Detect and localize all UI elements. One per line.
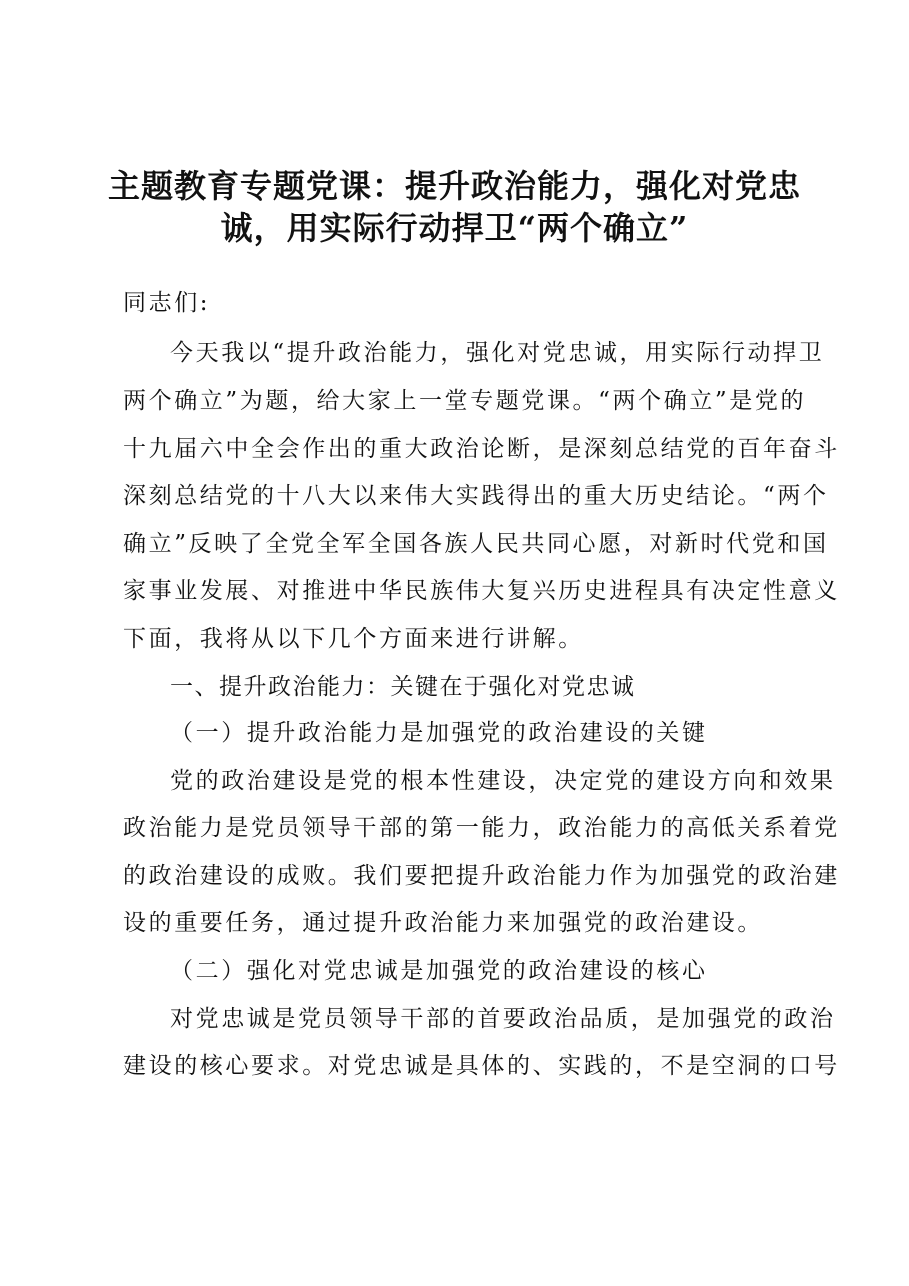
intro-line-3: 十九届六中全会作出的重大政治论断，是深刻总结党的百年奋斗 bbox=[123, 436, 840, 462]
subsection-2-line-2: 建设的核心要求。对党忠诚是具体的、实践的，不是空洞的口号 bbox=[123, 1053, 840, 1079]
intro-line-5: 确立”反映了全党全军全国各族人民共同心愿，对新时代党和国 bbox=[123, 531, 829, 557]
subsection-1-line-4: 设的重要任务，通过提升政治能力来加强党的政治建设。 bbox=[123, 910, 763, 936]
intro-line-4: 深刻总结党的十八大以来伟大实践得出的重大历史结论。“两个 bbox=[123, 483, 829, 509]
intro-line-2: 两个确立”为题，给大家上一堂专题党课。“两个确立”是党的 bbox=[123, 388, 807, 414]
subsection-1-line-1: 党的政治建设是党的根本性建设，决定党的建设方向和效果 bbox=[170, 768, 836, 794]
intro-line-7: 下面，我将从以下几个方面来进行讲解。 bbox=[123, 626, 584, 652]
document-title-line-1: 主题教育专题党课：提升政治能力，强化对党忠 bbox=[107, 167, 801, 205]
subsection-2-line-1: 对党忠诚是党员领导干部的首要政治品质，是加强党的政治 bbox=[170, 1006, 836, 1032]
subsection-1-heading: （一）提升政治能力是加强党的政治建设的关键 bbox=[170, 720, 708, 746]
intro-line-6: 家事业发展、对推进中华民族伟大复兴历史进程具有决定性意义 bbox=[123, 578, 840, 604]
subsection-2-heading: （二）强化对党忠诚是加强党的政治建设的核心 bbox=[170, 958, 708, 984]
document-title-line-2: 诚，用实际行动捍卫“两个确立” bbox=[220, 209, 689, 247]
subsection-1-line-3: 的政治建设的成败。我们要把提升政治能力作为加强党的政治建 bbox=[123, 863, 840, 889]
subsection-1-line-2: 政治能力是党员领导干部的第一能力，政治能力的高低关系着党 bbox=[123, 815, 840, 841]
section-1-heading: 一、提升政治能力：关键在于强化对党忠诚 bbox=[170, 674, 636, 700]
intro-line-1: 今天我以“提升政治能力，强化对党忠诚，用实际行动捍卫 bbox=[170, 340, 825, 366]
salutation: 同志们: bbox=[123, 290, 211, 316]
